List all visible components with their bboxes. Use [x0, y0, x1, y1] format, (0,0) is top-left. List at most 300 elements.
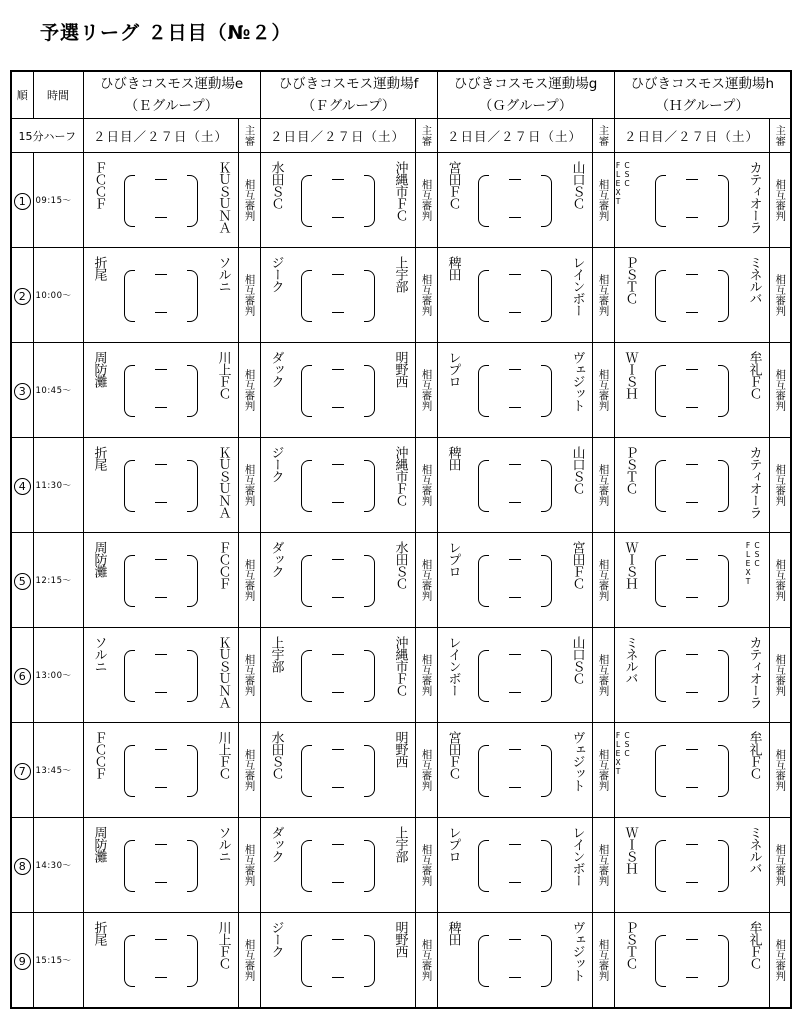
right-bracket — [541, 935, 552, 987]
score-box — [478, 460, 552, 512]
match-cell — [614, 628, 769, 723]
match-cell — [614, 723, 769, 818]
home-team: ＷＩＳＨ — [622, 541, 638, 589]
right-bracket — [541, 650, 552, 702]
venue-name: ひびきコスモス運動場e — [99, 76, 244, 92]
away-team: 明野西 — [392, 921, 408, 957]
away-team: ソルニ — [215, 826, 231, 862]
venue-group: （Ｈグループ） — [655, 98, 750, 114]
match-cell — [83, 153, 238, 248]
referee-label: 相互審判 — [774, 749, 787, 791]
away-team: レインボー — [569, 826, 585, 886]
score-box — [124, 270, 198, 322]
home-team: 折尾 — [91, 446, 107, 470]
left-bracket — [124, 460, 135, 512]
away-team: カティオーラ — [746, 446, 762, 518]
score-dash-top — [155, 559, 167, 560]
referee-cell — [592, 248, 614, 343]
referee-label: 相互審判 — [420, 179, 433, 221]
referee-label: 相互審判 — [774, 369, 787, 411]
referee-cell — [592, 343, 614, 438]
score-dash-bottom — [332, 407, 344, 408]
score-dash-top — [509, 464, 521, 465]
home-team: ＰＳＴＣ — [622, 256, 638, 304]
referee-cell — [238, 248, 260, 343]
score-dash-top — [509, 274, 521, 275]
order-cell — [11, 818, 33, 913]
score-box — [478, 745, 552, 797]
referee-cell — [769, 913, 791, 1009]
score-dash-top — [155, 464, 167, 465]
left-bracket — [124, 365, 135, 417]
referee-label: 相互審判 — [597, 179, 610, 221]
referee-cell — [769, 818, 791, 913]
table-row — [11, 438, 791, 533]
score-dash-top — [509, 749, 521, 750]
table-row — [11, 533, 791, 628]
score-dash-bottom — [155, 407, 167, 408]
home-team: 周防灘 — [91, 541, 107, 577]
away-team: 上宇部 — [392, 256, 408, 292]
right-bracket — [364, 935, 375, 987]
left-bracket — [124, 650, 135, 702]
referee-label: 相互審判 — [243, 559, 256, 601]
match-cell — [83, 913, 238, 1009]
score-box — [301, 175, 375, 227]
referee-cell — [592, 913, 614, 1009]
schedule-body — [11, 71, 791, 1008]
right-bracket — [187, 650, 198, 702]
score-dash-top — [332, 939, 344, 940]
referee-cell — [415, 153, 437, 248]
score-box — [124, 175, 198, 227]
home-team: 周防灘 — [91, 351, 107, 387]
venue-header-e — [83, 71, 260, 119]
score-box — [301, 270, 375, 322]
score-dash-bottom — [686, 787, 698, 788]
right-bracket — [364, 840, 375, 892]
referee-label: 相互審判 — [243, 464, 256, 506]
away-team: 水田ＳＣ — [392, 541, 408, 589]
order-cell — [11, 153, 33, 248]
match-cell — [260, 153, 415, 248]
score-dash-bottom — [509, 407, 521, 408]
left-bracket — [301, 460, 312, 512]
score-box — [301, 365, 375, 417]
score-box — [478, 365, 552, 417]
score-dash-top — [686, 559, 698, 560]
right-bracket — [187, 365, 198, 417]
right-bracket — [364, 270, 375, 322]
left-bracket — [124, 745, 135, 797]
home-team: CSC FLEXT — [613, 731, 632, 776]
left-bracket — [301, 650, 312, 702]
right-bracket — [364, 745, 375, 797]
match-cell — [260, 913, 415, 1009]
referee-label: 相互審判 — [774, 464, 787, 506]
score-box — [124, 365, 198, 417]
score-dash-top — [155, 844, 167, 845]
venue-date-e: ２日目／２７日（土） — [83, 119, 238, 153]
referee-cell — [415, 913, 437, 1009]
score-dash-bottom — [155, 597, 167, 598]
score-dash-bottom — [155, 787, 167, 788]
match-cell — [437, 818, 592, 913]
match-cell — [614, 248, 769, 343]
score-dash-bottom — [509, 312, 521, 313]
away-team: 牟礼ＦＣ — [746, 351, 762, 399]
home-team: ソルニ — [91, 636, 107, 672]
referee-label: 相互審判 — [597, 274, 610, 316]
away-team: CSC FLEXT — [743, 541, 762, 586]
match-cell — [614, 913, 769, 1009]
referee-label: 相互審判 — [597, 559, 610, 601]
right-bracket — [541, 555, 552, 607]
right-bracket — [541, 745, 552, 797]
score-box — [478, 555, 552, 607]
table-row — [11, 248, 791, 343]
referee-cell — [415, 818, 437, 913]
right-bracket — [541, 175, 552, 227]
left-bracket — [301, 745, 312, 797]
left-bracket — [478, 555, 489, 607]
left-bracket — [301, 270, 312, 322]
referee-label: 相互審判 — [774, 179, 787, 221]
left-bracket — [478, 365, 489, 417]
right-bracket — [187, 840, 198, 892]
venue-name: ひびきコスモス運動場g — [453, 76, 598, 92]
venue-date-h: ２日目／２７日（土） — [614, 119, 769, 153]
time-cell: 09:15～ — [33, 153, 83, 248]
left-bracket — [301, 935, 312, 987]
referee-label: 相互審判 — [243, 179, 256, 221]
referee-cell — [238, 913, 260, 1009]
left-bracket — [124, 840, 135, 892]
time-header: 時間 — [33, 71, 83, 119]
referee-label: 相互審判 — [597, 464, 610, 506]
order-number: 7 — [14, 763, 31, 780]
score-dash-top — [155, 369, 167, 370]
score-dash-bottom — [686, 597, 698, 598]
score-dash-bottom — [155, 692, 167, 693]
match-cell — [437, 533, 592, 628]
score-dash-top — [686, 749, 698, 750]
table-row — [11, 343, 791, 438]
match-cell — [260, 723, 415, 818]
score-dash-top — [332, 369, 344, 370]
score-dash-bottom — [509, 882, 521, 883]
referee-label: 相互審判 — [774, 274, 787, 316]
referee-cell — [238, 153, 260, 248]
left-bracket — [301, 365, 312, 417]
home-team: ジーク — [268, 446, 284, 482]
referee-cell — [238, 628, 260, 723]
right-bracket — [718, 270, 729, 322]
home-team: ダック — [268, 826, 284, 862]
score-box — [478, 840, 552, 892]
right-bracket — [364, 175, 375, 227]
time-cell: 10:45～ — [33, 343, 83, 438]
away-team: 川上ＦＣ — [215, 351, 231, 399]
order-header: 順 — [11, 71, 33, 119]
home-team: ＦＣＣＦ — [91, 161, 107, 209]
home-team: レプロ — [445, 826, 461, 862]
away-team: ヴェジット — [569, 921, 585, 981]
away-team: 沖縄市ＦＣ — [392, 446, 408, 506]
match-cell — [437, 723, 592, 818]
home-team: レプロ — [445, 351, 461, 387]
match-cell — [83, 343, 238, 438]
score-dash-bottom — [332, 312, 344, 313]
score-box — [655, 745, 729, 797]
match-cell — [614, 438, 769, 533]
score-dash-top — [509, 939, 521, 940]
order-cell — [11, 913, 33, 1009]
score-dash-top — [332, 274, 344, 275]
referee-label: 相互審判 — [597, 369, 610, 411]
away-team: ヴェジット — [569, 351, 585, 411]
left-bracket — [478, 460, 489, 512]
score-dash-bottom — [332, 597, 344, 598]
score-dash-bottom — [686, 502, 698, 503]
away-team: ＫＵＳＵＮＡ — [215, 446, 231, 518]
away-team: 沖縄市ＦＣ — [392, 161, 408, 221]
referee-cell — [238, 723, 260, 818]
referee-label: 相互審判 — [597, 844, 610, 886]
referee-label: 相互審判 — [774, 654, 787, 696]
table-row — [11, 818, 791, 913]
left-bracket — [655, 745, 666, 797]
referee-cell — [238, 343, 260, 438]
right-bracket — [541, 460, 552, 512]
home-team: ＷＩＳＨ — [622, 826, 638, 874]
right-bracket — [541, 365, 552, 417]
left-bracket — [301, 175, 312, 227]
time-cell: 14:30～ — [33, 818, 83, 913]
order-cell — [11, 533, 33, 628]
referee-label: 相互審判 — [420, 369, 433, 411]
match-cell — [83, 248, 238, 343]
left-bracket — [655, 175, 666, 227]
venue-header-h — [614, 71, 791, 119]
referee-cell — [415, 438, 437, 533]
right-bracket — [187, 555, 198, 607]
order-number: 6 — [14, 668, 31, 685]
referee-label: 相互審判 — [420, 844, 433, 886]
score-dash-top — [686, 274, 698, 275]
score-dash-bottom — [332, 787, 344, 788]
order-cell — [11, 343, 33, 438]
home-team: ＦＣＣＦ — [91, 731, 107, 779]
home-team: 上宇部 — [268, 636, 284, 672]
referee-cell — [238, 818, 260, 913]
home-team: ジーク — [268, 921, 284, 957]
match-cell — [437, 913, 592, 1009]
referee-cell — [415, 533, 437, 628]
venue-date-g: ２日目／２７日（土） — [437, 119, 592, 153]
match-cell — [614, 533, 769, 628]
home-team: 宮田ＦＣ — [445, 731, 461, 779]
referee-label: 相互審判 — [243, 939, 256, 981]
score-box — [124, 555, 198, 607]
venue-group: （Ｅグループ） — [124, 98, 219, 114]
referee-cell — [415, 723, 437, 818]
referee-cell — [592, 818, 614, 913]
left-bracket — [655, 650, 666, 702]
left-bracket — [124, 270, 135, 322]
referee-label: 相互審判 — [597, 749, 610, 791]
score-dash-top — [686, 844, 698, 845]
match-cell — [437, 248, 592, 343]
referee-cell — [769, 438, 791, 533]
score-dash-bottom — [332, 502, 344, 503]
left-bracket — [478, 175, 489, 227]
score-dash-top — [686, 464, 698, 465]
time-cell: 15:15～ — [33, 913, 83, 1009]
home-team: レプロ — [445, 541, 461, 577]
venue-date-f: ２日目／２７日（土） — [260, 119, 415, 153]
table-row — [11, 913, 791, 1009]
order-cell — [11, 248, 33, 343]
score-dash-top — [509, 179, 521, 180]
away-team: ＫＵＳＵＮＡ — [215, 161, 231, 233]
score-dash-top — [332, 844, 344, 845]
right-bracket — [364, 460, 375, 512]
referee-label: 相互審判 — [420, 654, 433, 696]
left-bracket — [124, 175, 135, 227]
header-row-venues — [11, 71, 791, 119]
referee-cell — [769, 723, 791, 818]
referee-label: 相互審判 — [420, 939, 433, 981]
away-team: レインボー — [569, 256, 585, 316]
referee-cell — [769, 248, 791, 343]
right-bracket — [187, 935, 198, 987]
left-bracket — [478, 935, 489, 987]
away-team: ミネルバ — [746, 256, 762, 304]
score-dash-bottom — [155, 502, 167, 503]
score-box — [124, 840, 198, 892]
score-dash-bottom — [155, 217, 167, 218]
referee-label: 相互審判 — [243, 844, 256, 886]
score-dash-bottom — [686, 977, 698, 978]
score-box — [655, 175, 729, 227]
left-bracket — [124, 555, 135, 607]
score-dash-bottom — [686, 312, 698, 313]
match-cell — [260, 533, 415, 628]
referee-label: 相互審判 — [597, 654, 610, 696]
referee-cell — [769, 533, 791, 628]
order-number: 3 — [14, 383, 31, 400]
match-cell — [614, 153, 769, 248]
right-bracket — [364, 650, 375, 702]
right-bracket — [718, 175, 729, 227]
order-number: 2 — [14, 288, 31, 305]
score-box — [301, 935, 375, 987]
right-bracket — [718, 555, 729, 607]
score-dash-bottom — [332, 217, 344, 218]
referee-cell — [592, 438, 614, 533]
score-dash-top — [155, 654, 167, 655]
score-dash-bottom — [332, 692, 344, 693]
score-box — [655, 935, 729, 987]
home-team: レインボー — [445, 636, 461, 696]
referee-label: 相互審判 — [420, 559, 433, 601]
match-cell — [614, 343, 769, 438]
match-cell — [437, 438, 592, 533]
score-dash-bottom — [686, 692, 698, 693]
referee-label: 相互審判 — [420, 464, 433, 506]
score-dash-bottom — [155, 312, 167, 313]
score-dash-top — [332, 654, 344, 655]
away-team: ヴェジット — [569, 731, 585, 791]
home-team: 稗田 — [445, 446, 461, 470]
score-box — [301, 555, 375, 607]
referee-header: 主審 — [238, 119, 260, 153]
score-dash-top — [155, 274, 167, 275]
score-box — [478, 175, 552, 227]
left-bracket — [301, 840, 312, 892]
score-box — [478, 935, 552, 987]
order-number: 1 — [14, 193, 31, 210]
table-row — [11, 723, 791, 818]
right-bracket — [718, 650, 729, 702]
score-dash-top — [509, 559, 521, 560]
venue-header-g — [437, 71, 614, 119]
half-length: 15分ハーフ — [11, 119, 83, 153]
score-box — [301, 460, 375, 512]
right-bracket — [187, 270, 198, 322]
home-team: ＷＩＳＨ — [622, 351, 638, 399]
score-dash-bottom — [509, 597, 521, 598]
referee-cell — [415, 343, 437, 438]
venue-group: （Ｇグループ） — [478, 98, 573, 114]
score-box — [655, 840, 729, 892]
score-dash-bottom — [155, 977, 167, 978]
referee-label: 相互審判 — [774, 844, 787, 886]
right-bracket — [187, 460, 198, 512]
time-cell: 10:00～ — [33, 248, 83, 343]
match-cell — [83, 628, 238, 723]
page-title: 予選リーグ ２日目（№２） — [40, 22, 292, 44]
right-bracket — [541, 270, 552, 322]
header-row-dates — [11, 119, 791, 153]
referee-cell — [592, 533, 614, 628]
away-team: ＫＵＳＵＮＡ — [215, 636, 231, 708]
referee-cell — [238, 438, 260, 533]
home-team: ＰＳＴＣ — [622, 446, 638, 494]
venue-name: ひびきコスモス運動場h — [630, 76, 775, 92]
referee-header: 主審 — [769, 119, 791, 153]
match-cell — [260, 818, 415, 913]
home-team: 周防灘 — [91, 826, 107, 862]
home-team: 折尾 — [91, 921, 107, 945]
score-box — [655, 460, 729, 512]
right-bracket — [541, 840, 552, 892]
referee-label: 相互審判 — [420, 749, 433, 791]
match-cell — [437, 628, 592, 723]
home-team: 稗田 — [445, 921, 461, 945]
score-dash-bottom — [686, 882, 698, 883]
order-number: 4 — [14, 478, 31, 495]
away-team: 明野西 — [392, 351, 408, 387]
away-team: 牟礼ＦＣ — [746, 921, 762, 969]
score-dash-bottom — [509, 692, 521, 693]
right-bracket — [718, 460, 729, 512]
score-dash-top — [332, 464, 344, 465]
left-bracket — [478, 745, 489, 797]
order-number: 9 — [14, 953, 31, 970]
away-team: 山口ＳＣ — [569, 636, 585, 684]
